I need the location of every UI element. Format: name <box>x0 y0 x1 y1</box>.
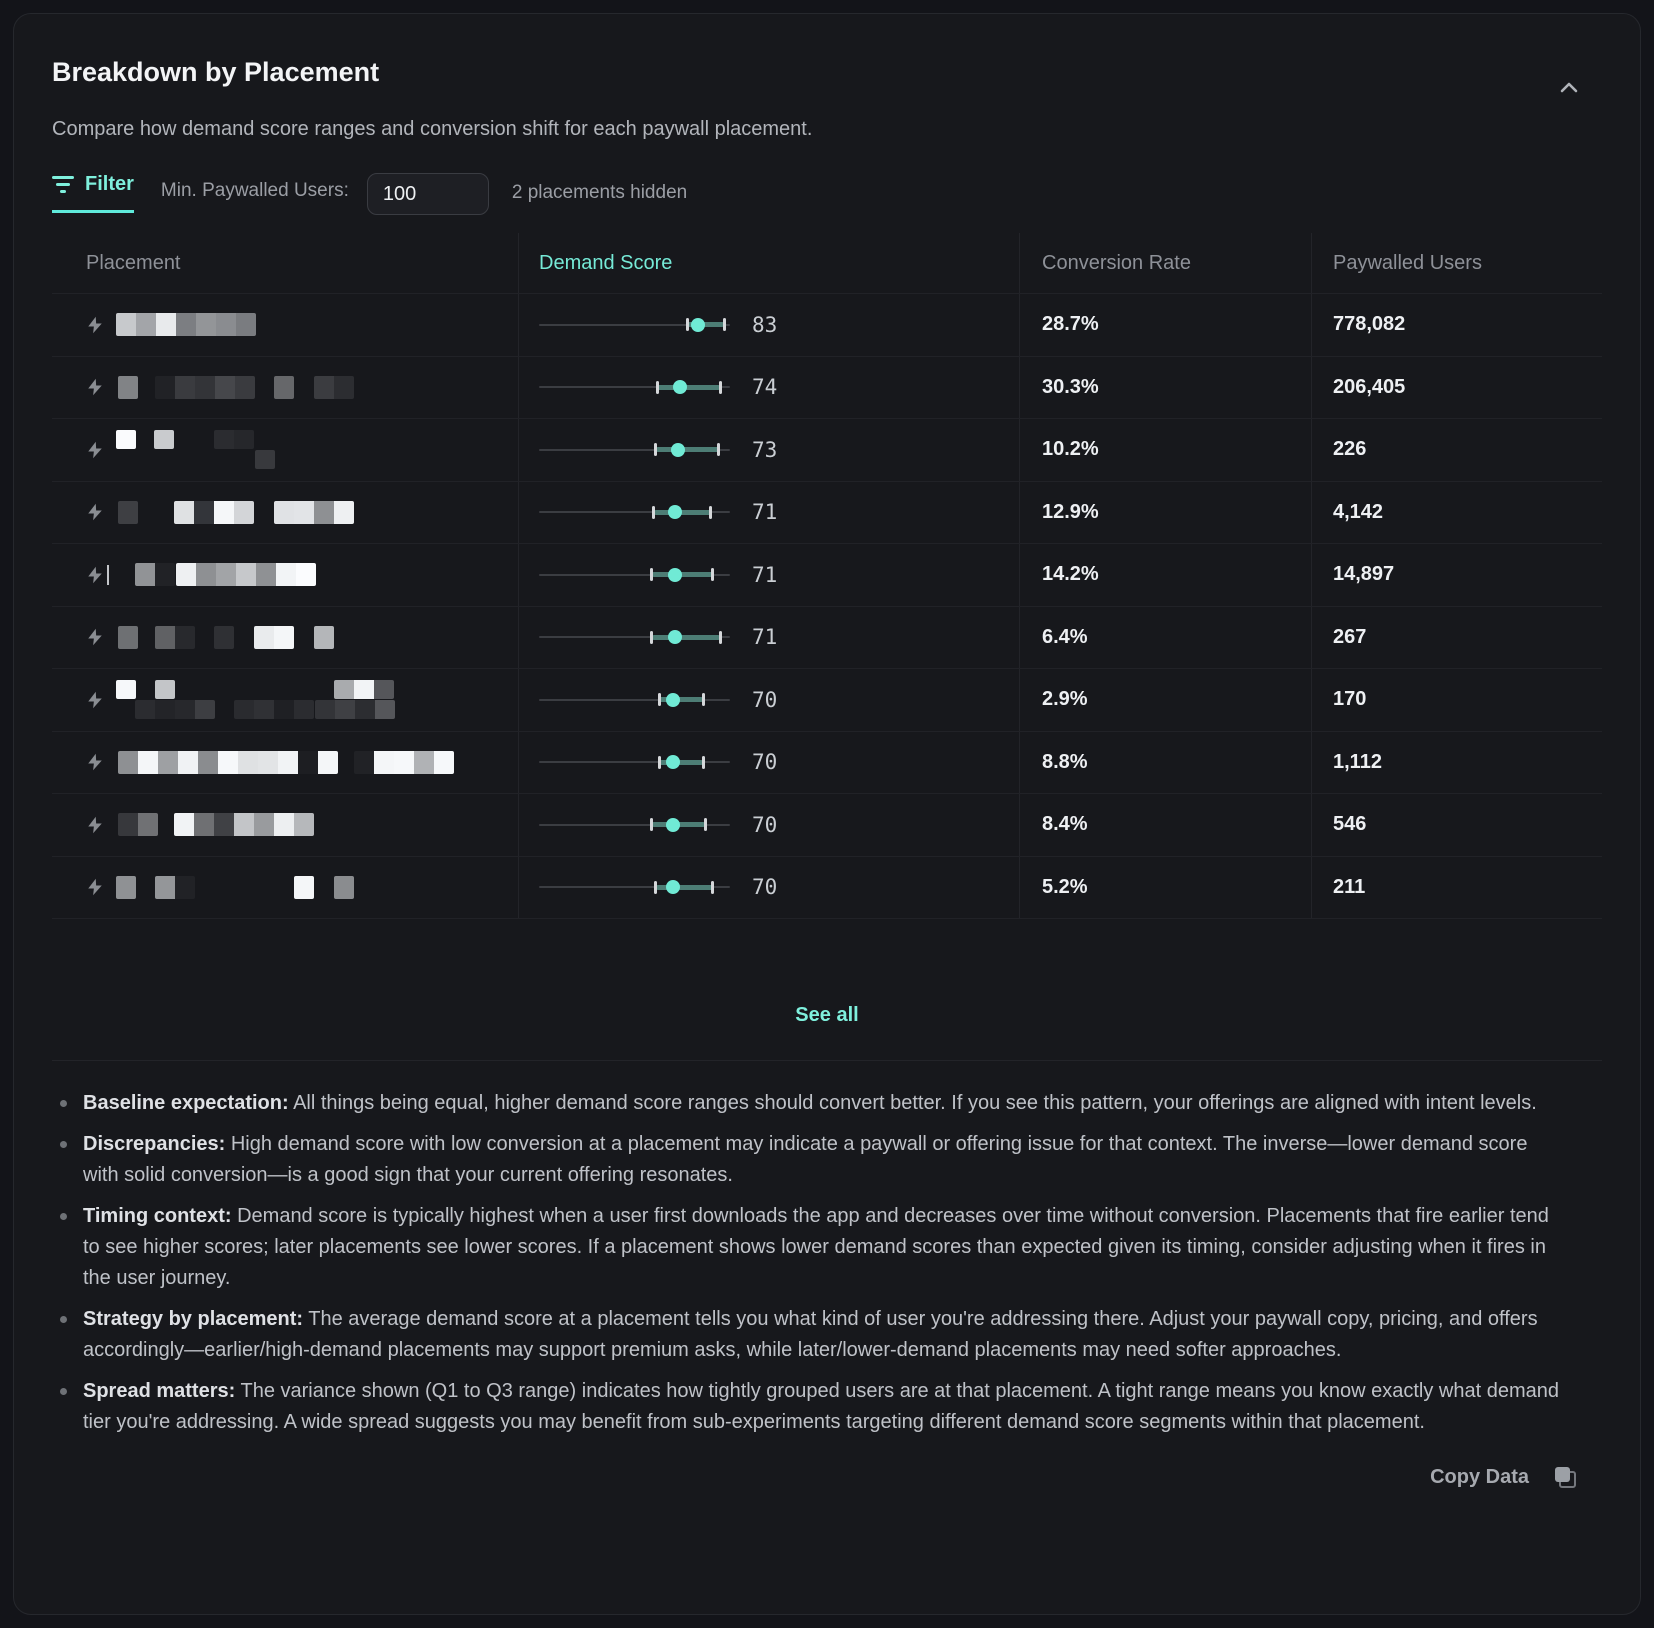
demand-score-value: 73 <box>752 437 778 462</box>
lightning-bolt-icon <box>86 626 104 648</box>
paywalled-users-value: 206,405 <box>1333 375 1406 398</box>
redacted-placement-name <box>116 365 518 409</box>
bullet-icon <box>60 1388 67 1395</box>
demand-score-value: 83 <box>752 312 778 337</box>
paywalled-users-cell <box>1311 357 1604 419</box>
demand-score-cell <box>518 607 1019 669</box>
demand-score-cell <box>518 732 1019 794</box>
note-spread-matters: Spread matters: The variance shown (Q1 to Q3 range) indicates how tightly grouped users are at that placement. A tight range means you know exactly what demand tier you're addressing. A wide spread suggests you may benefit from sub-experiments targeting different demand score segments within that placement. <box>52 1376 1560 1438</box>
demand-score-range-slider <box>539 555 730 595</box>
conversion-rate-cell <box>1019 294 1311 356</box>
bullet-icon <box>60 1213 67 1220</box>
placement-cell <box>52 294 518 356</box>
table-row <box>52 356 1602 419</box>
paywalled-users-value: 170 <box>1333 688 1367 711</box>
bullet-icon <box>60 1141 67 1148</box>
placement-cell <box>52 544 518 606</box>
table-header <box>52 233 1602 293</box>
redacted-placement-name <box>116 740 518 784</box>
redacted-placement-name <box>116 490 518 534</box>
paywalled-users-cell <box>1311 544 1604 606</box>
paywalled-users-cell <box>1311 607 1604 669</box>
insight-notes <box>52 1088 1602 1438</box>
lightning-bolt-icon <box>86 314 104 336</box>
cursor-bar <box>107 565 109 585</box>
demand-score-range-slider <box>539 305 730 345</box>
paywalled-users-cell <box>1311 419 1604 481</box>
placement-cell <box>52 857 518 919</box>
column-header-demand-score[interactable]: Demand Score <box>518 233 1019 293</box>
table-row <box>52 418 1602 481</box>
table-row <box>52 606 1602 669</box>
demand-score-value: 70 <box>752 875 778 900</box>
table-row <box>52 856 1602 919</box>
demand-score-range-slider <box>539 617 730 657</box>
paywalled-users-value: 226 <box>1333 438 1367 461</box>
conversion-rate-value: 2.9% <box>1042 688 1088 711</box>
table-rows <box>52 293 1602 919</box>
placement-cell <box>52 482 518 544</box>
column-header-placement[interactable]: Placement <box>86 251 181 274</box>
redacted-placement-name <box>116 803 518 847</box>
copy-icon <box>1553 1465 1577 1489</box>
lightning-bolt-icon <box>86 376 104 398</box>
demand-score-cell <box>518 669 1019 731</box>
table-row <box>52 293 1602 356</box>
demand-score-value: 71 <box>752 625 778 650</box>
breakdown-by-placement-panel <box>13 13 1641 1615</box>
placements-hidden-note: 2 placements hidden <box>511 182 688 203</box>
note-strategy-by-placement: Strategy by placement: The average demand score at a placement tells you what kind of user you're addressing there. Adjust your paywall copy, pricing, and offers accordingly—earlier/high-demand placements may support premium asks, while later/lower-demand placements may need softer approaches. <box>52 1304 1560 1366</box>
lightning-bolt-icon <box>86 564 104 586</box>
placement-cell <box>52 794 518 856</box>
conversion-rate-value: 6.4% <box>1042 625 1088 648</box>
conversion-rate-value: 30.3% <box>1042 375 1099 398</box>
filter-tab[interactable] <box>52 173 134 213</box>
demand-score-value: 70 <box>752 750 778 775</box>
demand-score-range-slider <box>539 867 730 907</box>
paywalled-users-value: 1,112 <box>1333 750 1382 773</box>
conversion-rate-value: 28.7% <box>1042 313 1099 336</box>
conversion-rate-cell <box>1019 857 1311 919</box>
placement-cell <box>52 419 518 481</box>
demand-score-range-slider <box>539 680 730 720</box>
panel-subtitle: Compare how demand score ranges and conversion shift for each paywall placement. <box>52 118 813 140</box>
paywalled-users-value: 4,142 <box>1333 500 1384 523</box>
bullet-icon <box>60 1316 67 1323</box>
redacted-placement-name <box>116 303 518 347</box>
paywalled-users-value: 14,897 <box>1333 563 1395 586</box>
demand-score-value: 71 <box>752 500 778 525</box>
see-all-link[interactable]: See all <box>795 1004 859 1026</box>
paywalled-users-cell <box>1311 482 1604 544</box>
demand-score-cell <box>518 419 1019 481</box>
lightning-bolt-icon <box>86 501 104 523</box>
demand-score-range-slider <box>539 742 730 782</box>
paywalled-users-value: 546 <box>1333 813 1367 836</box>
demand-score-range-slider <box>539 805 730 845</box>
note-baseline-expectation: Baseline expectation: All things being equal, higher demand score ranges should convert better. If you see this pattern, your offerings are aligned with intent levels. <box>52 1088 1560 1119</box>
table-row <box>52 668 1602 731</box>
demand-score-value: 74 <box>752 375 778 400</box>
paywalled-users-cell <box>1311 669 1604 731</box>
note-discrepancies: Discrepancies: High demand score with low conversion at a placement may indicate a paywall or offering issue for that context. The inverse—lower demand score with solid conversion—is a good sign that your current offering resonates. <box>52 1129 1560 1191</box>
placement-table <box>52 233 1602 919</box>
demand-score-value: 70 <box>752 687 778 712</box>
placement-cell <box>52 607 518 669</box>
paywalled-users-value: 211 <box>1333 875 1366 898</box>
paywalled-users-cell <box>1311 294 1604 356</box>
demand-score-range-slider <box>539 492 730 532</box>
lightning-bolt-icon <box>86 689 104 711</box>
table-row <box>52 793 1602 856</box>
conversion-rate-cell <box>1019 482 1311 544</box>
placement-cell <box>52 357 518 419</box>
bullet-icon <box>60 1100 67 1107</box>
conversion-rate-cell <box>1019 669 1311 731</box>
conversion-rate-value: 8.4% <box>1042 813 1088 836</box>
placement-cell <box>52 669 518 731</box>
demand-score-cell <box>518 294 1019 356</box>
demand-score-cell <box>518 357 1019 419</box>
conversion-rate-cell <box>1019 732 1311 794</box>
chevron-up-icon <box>1556 75 1582 104</box>
demand-score-cell <box>518 544 1019 606</box>
paywalled-users-value: 267 <box>1333 625 1367 648</box>
conversion-rate-value: 14.2% <box>1042 563 1099 586</box>
demand-score-value: 71 <box>752 562 778 587</box>
min-paywalled-users-label: Min. Paywalled Users: <box>160 180 349 201</box>
paywalled-users-cell <box>1311 857 1604 919</box>
conversion-rate-cell <box>1019 419 1311 481</box>
table-row <box>52 543 1602 606</box>
paywalled-users-cell <box>1311 794 1604 856</box>
filter-icon <box>52 176 74 193</box>
redacted-placement-name <box>116 678 518 722</box>
redacted-placement-name <box>116 553 518 597</box>
lightning-bolt-icon <box>86 439 104 461</box>
conversion-rate-cell <box>1019 607 1311 669</box>
lightning-bolt-icon <box>86 814 104 836</box>
conversion-rate-value: 5.2% <box>1042 875 1088 898</box>
demand-score-cell <box>518 482 1019 544</box>
note-timing-context: Timing context: Demand score is typically highest when a user first downloads the app and decreases over time without conversion. Placements that fire earlier tend to see higher scores; later placements see lower scores. If a placement shows lower demand scores than expected given its timing, consider adjusting when it fires in the user journey. <box>52 1201 1560 1294</box>
column-header-paywalled-users[interactable]: Paywalled Users <box>1311 233 1604 293</box>
redacted-placement-name <box>116 428 518 472</box>
paywalled-users-cell <box>1311 732 1604 794</box>
conversion-rate-cell <box>1019 544 1311 606</box>
copy-data-button[interactable] <box>1430 1465 1577 1489</box>
conversion-rate-value: 8.8% <box>1042 750 1088 773</box>
redacted-placement-name <box>116 615 518 659</box>
demand-score-cell <box>518 794 1019 856</box>
table-row <box>52 481 1602 544</box>
conversion-rate-value: 12.9% <box>1042 500 1099 523</box>
copy-data-label: Copy Data <box>1430 1465 1529 1488</box>
conversion-rate-cell <box>1019 794 1311 856</box>
paywalled-users-value: 778,082 <box>1333 313 1406 336</box>
min-paywalled-users-input[interactable] <box>367 173 489 215</box>
placement-cell <box>52 732 518 794</box>
conversion-rate-cell <box>1019 357 1311 419</box>
filter-row <box>52 173 1602 222</box>
demand-score-cell <box>518 857 1019 919</box>
table-row <box>52 731 1602 794</box>
column-header-conversion-rate[interactable]: Conversion Rate <box>1019 233 1311 293</box>
section-divider <box>52 1060 1602 1061</box>
lightning-bolt-icon <box>86 876 104 898</box>
demand-score-range-slider <box>539 367 730 407</box>
demand-score-value: 70 <box>752 812 778 837</box>
conversion-rate-value: 10.2% <box>1042 438 1099 461</box>
page-title: Breakdown by Placement <box>52 57 380 87</box>
filter-tab-label: Filter <box>85 173 134 195</box>
collapse-panel-button[interactable] <box>1554 74 1584 104</box>
demand-score-range-slider <box>539 430 730 470</box>
redacted-placement-name <box>116 865 518 909</box>
lightning-bolt-icon <box>86 751 104 773</box>
